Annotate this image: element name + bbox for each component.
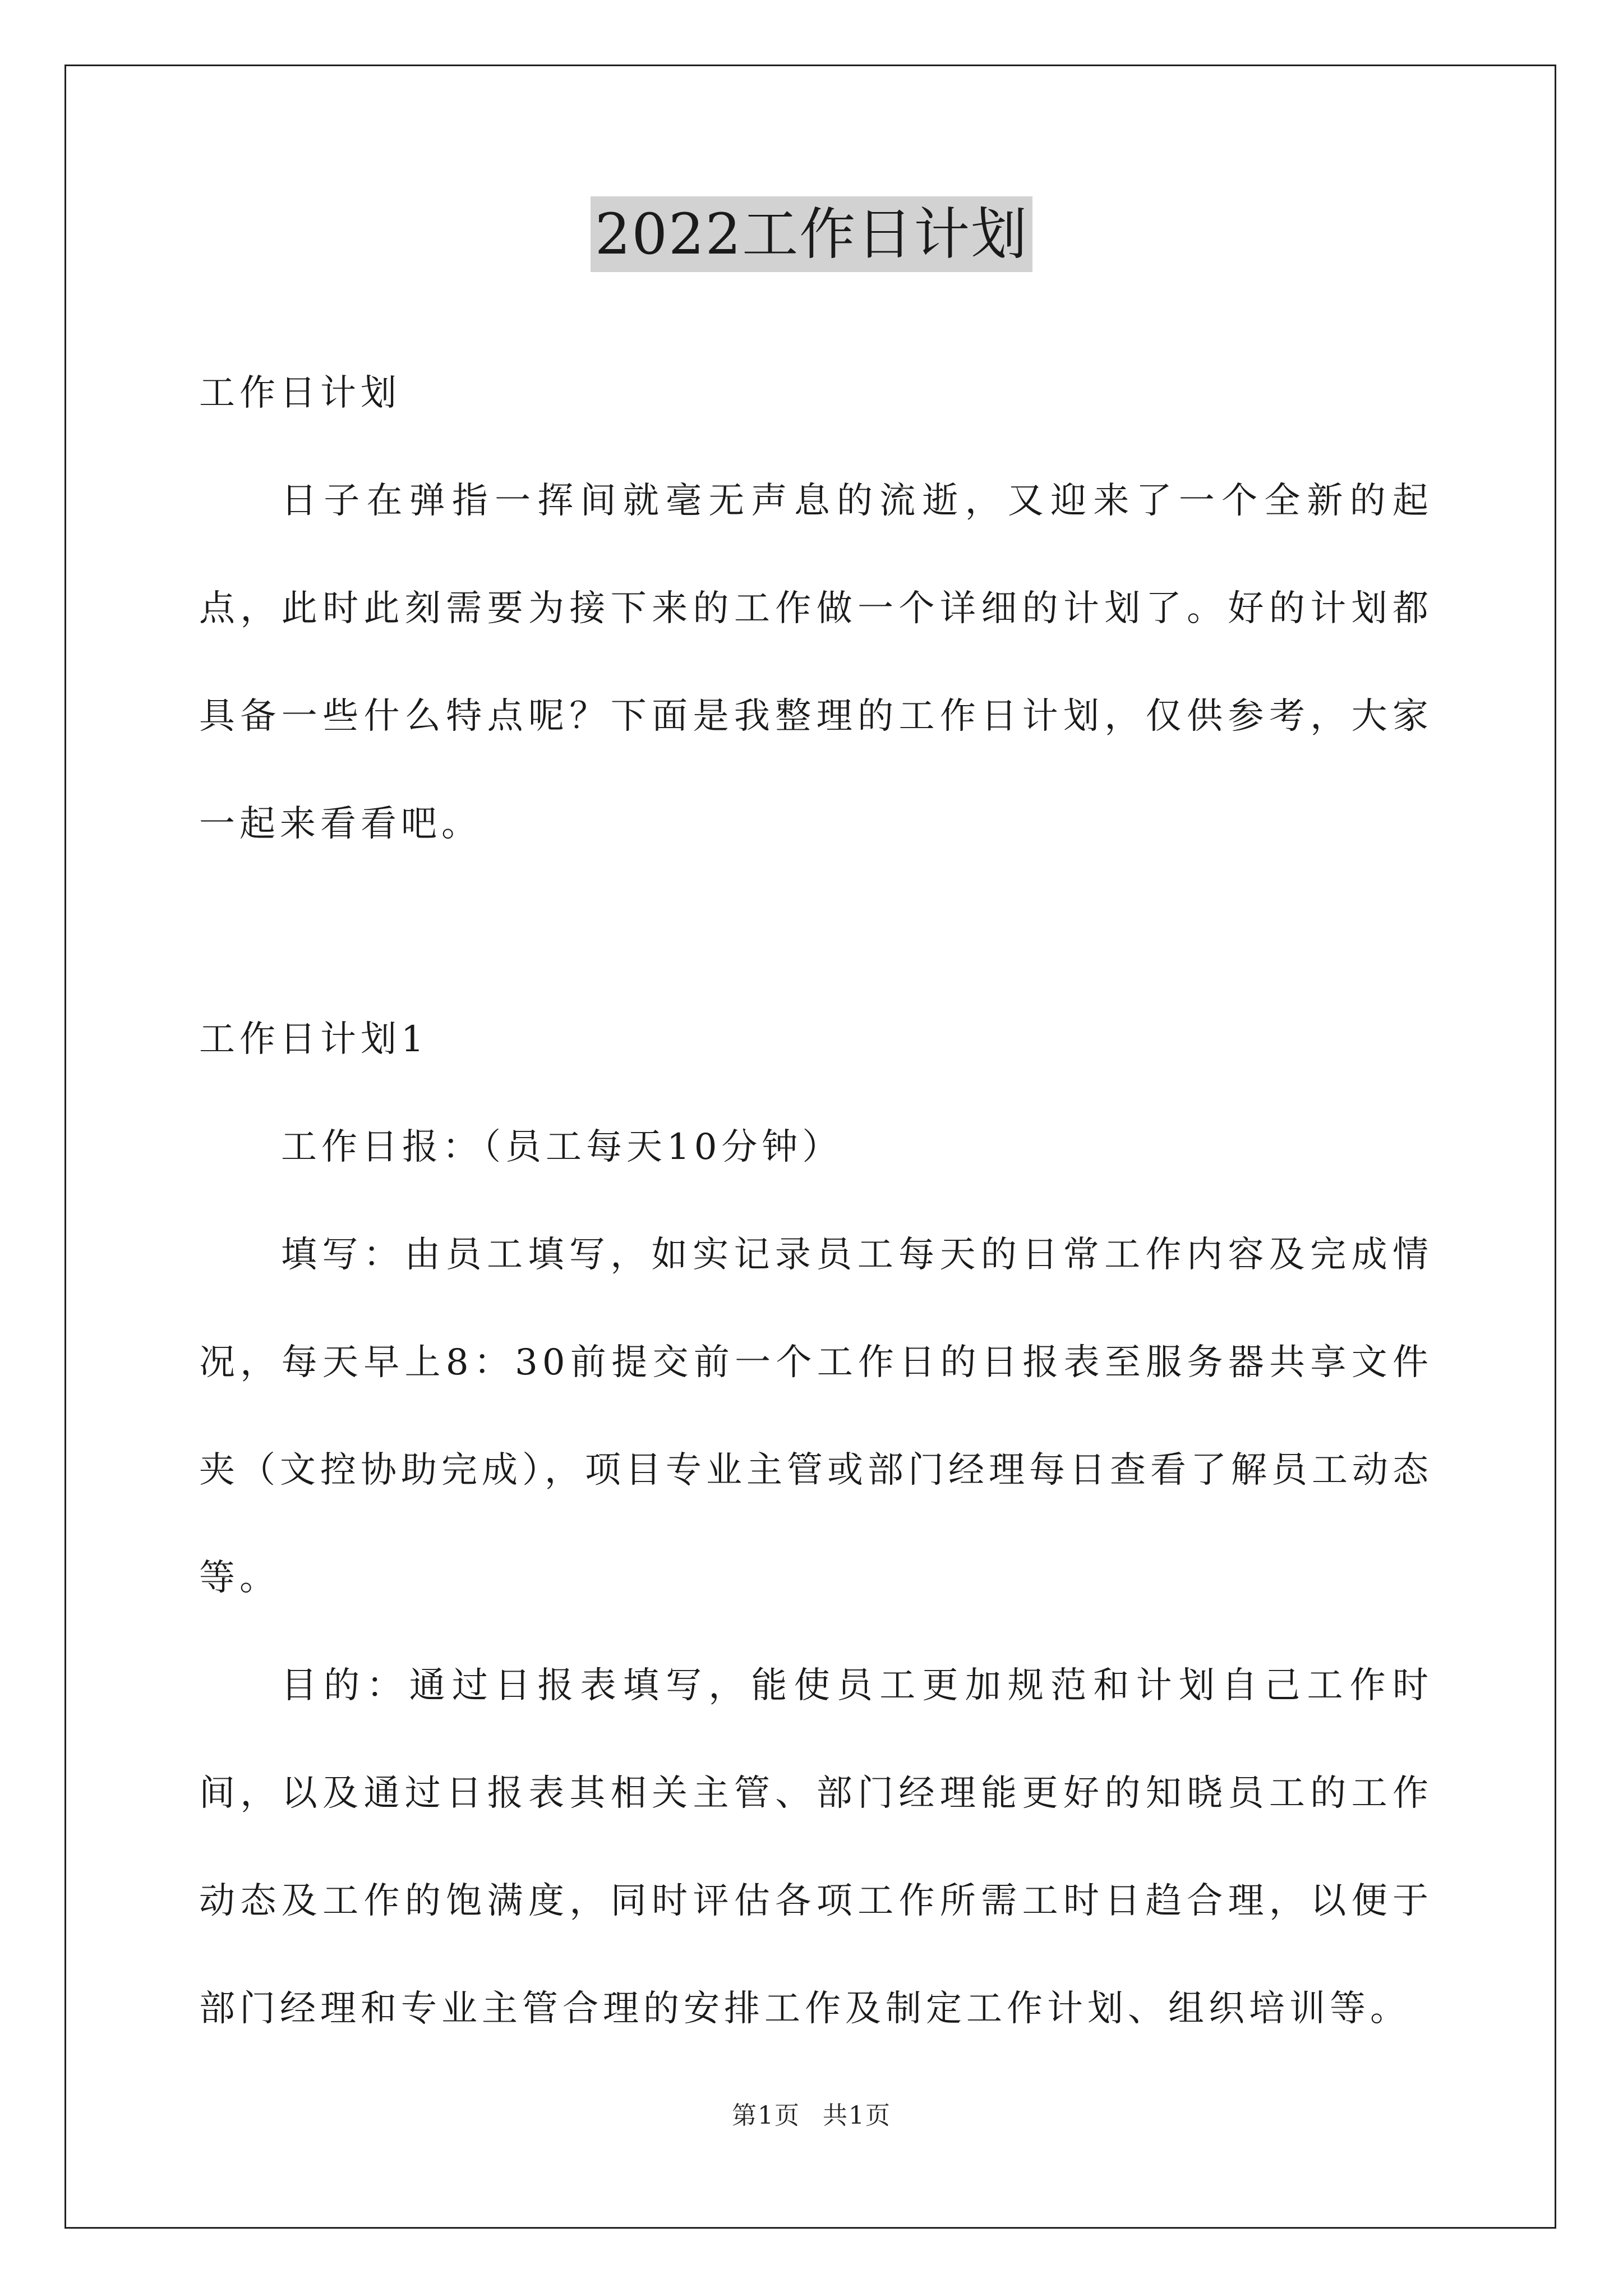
page-footer xyxy=(0,2095,1623,2131)
document-title: 2022工作日计划 xyxy=(591,196,1033,272)
fill-paragraph: 填写：由员工填写，如实记录员工每天的日常工作内容及完成情况，每天早上8：30前提交前一个工作日的日报表至服务器共享文件夹（文控协助完成），项目专业主管或部门经理每日查看了解员工动态等。 xyxy=(199,1234,1433,1599)
section-heading: 工作日计划1 xyxy=(199,1019,428,1060)
document-body xyxy=(199,339,1433,2063)
page-number: 第1页 xyxy=(732,2101,800,2130)
intro-paragraph: 日子在弹指一挥间就毫无声息的流逝，又迎来了一个全新的起点，此时此刻需要为接下来的工作做一个详细的计划了。好的计划都具备一些什么特点呢？下面是我整理的工作日计划，仅供参考，大家一起来看看吧。 xyxy=(199,480,1433,845)
purpose-paragraph: 目的：通过日报表填写，能使员工更加规范和计划自己工作时间，以及通过日报表其相关主管、部门经理能更好的知晓员工的工作动态及工作的饱满度，同时评估各项工作所需工时日趋合理，以便于部门经理和专业主管合理的安排工作及制定工作计划、组织培训等。 xyxy=(199,1665,1433,2030)
daily-report-title: 工作日报：（员工每天10分钟） xyxy=(281,1126,843,1168)
document-heading: 工作日计划 xyxy=(199,372,401,414)
document-title-container xyxy=(0,196,1623,272)
page-count: 共1页 xyxy=(823,2101,891,2130)
